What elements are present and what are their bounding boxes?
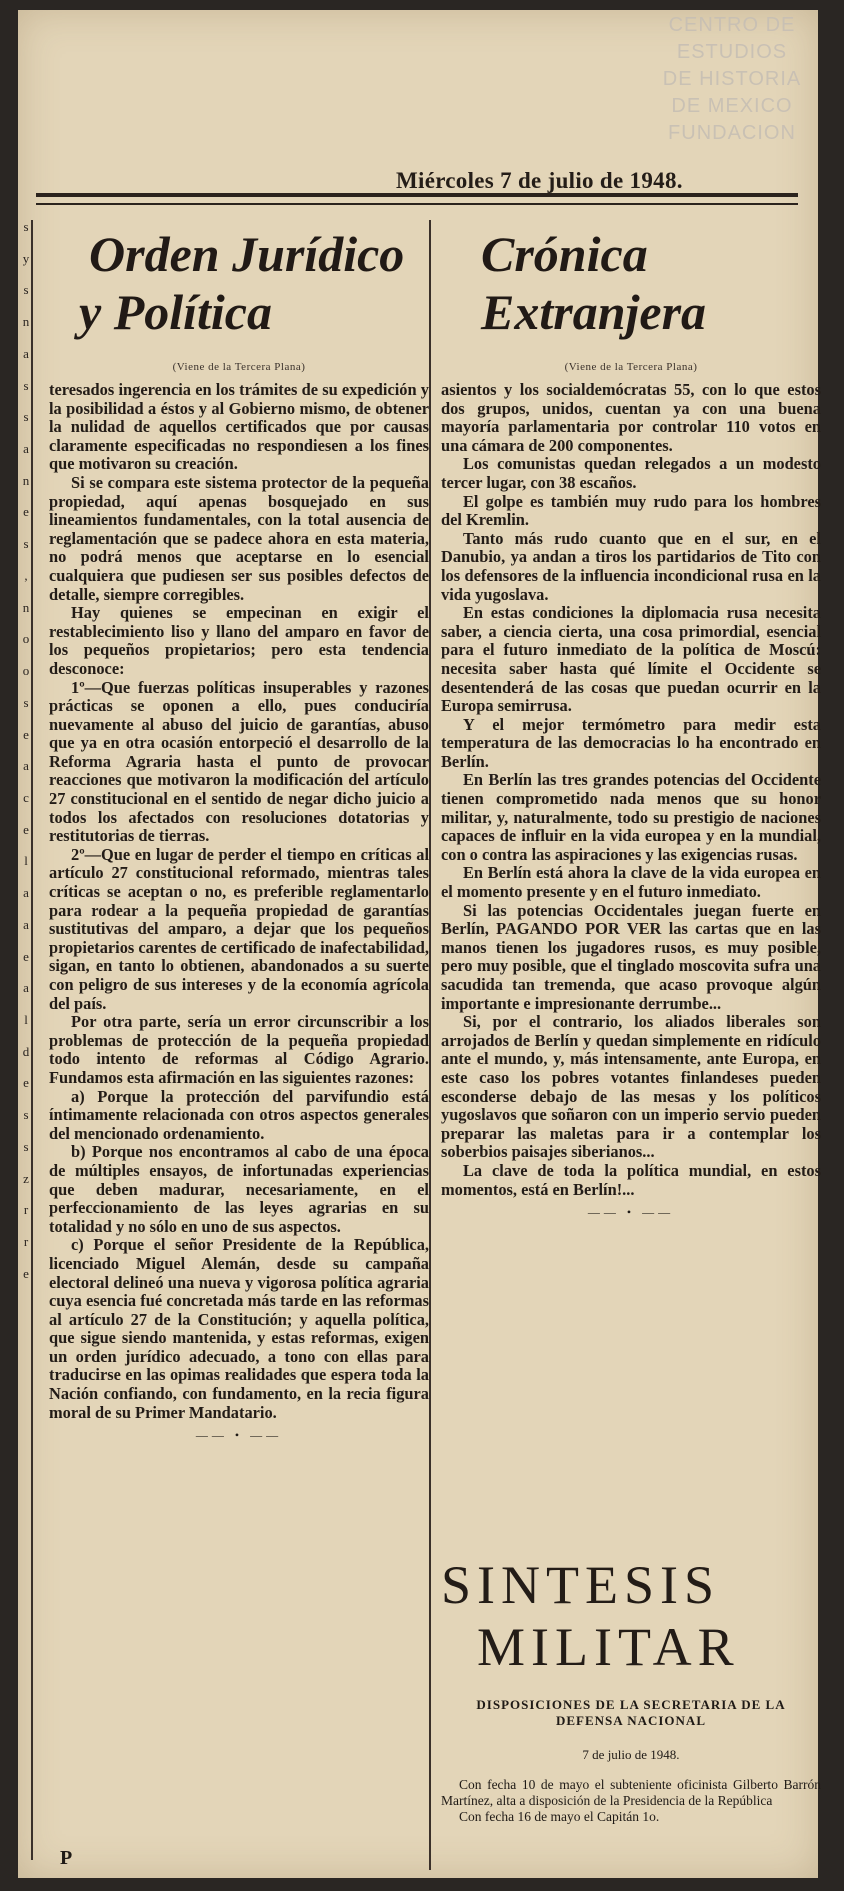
margin-fragment: a <box>23 885 29 901</box>
margin-fragment: e <box>23 504 29 520</box>
margin-fragment: r <box>23 1202 29 1218</box>
margin-fragment: o <box>22 631 30 647</box>
watermark-line: CENTRO DE <box>668 14 796 36</box>
margin-fragment: s <box>23 282 29 298</box>
margin-fragment: a <box>23 441 29 457</box>
margin-fragment: n <box>22 314 30 330</box>
column-divider-center <box>429 220 431 1870</box>
section-title-line2: MILITAR <box>477 1617 740 1677</box>
paragraph: Hay quienes se empecinan en exigir el restablecimiento liso y llano del amparo en favor de los pequeños propietarios; pero esta tendencia desconoce: <box>49 603 429 678</box>
paragraph: Con fecha 16 de mayo el Capitán 1o. <box>459 1809 660 1824</box>
header-rule-thin <box>36 203 798 205</box>
article-orden-juridico <box>49 225 429 1449</box>
margin-fragment: e <box>23 948 29 964</box>
article-body <box>49 381 429 1422</box>
article-body <box>441 381 821 1199</box>
margin-fragment: , <box>24 567 28 583</box>
margin-fragment: a <box>23 916 29 932</box>
section-title-line1: SINTESIS <box>441 1555 721 1615</box>
continued-note: (Viene de la Tercera Plana) <box>564 361 698 373</box>
paragraph: Con fecha 10 de mayo el subteniente oficinista Gilberto Barrón Martínez, alta a disposición de la Presidencia de la República <box>441 1777 821 1808</box>
paragraph: En estas condiciones la diplomacia rusa necesita saber, a ciencia cierta, una cosa primordial, esencial para el futuro inmediato de la política de Moscú: necesita saber hasta qué límite el Occidente se desentenderá de las cosas que puedan ocurrir en la Europa semirrusa. <box>441 603 821 716</box>
margin-fragment: e <box>23 1075 29 1091</box>
newspaper-clipping <box>18 10 821 1878</box>
watermark-line: FUNDACION <box>668 122 796 144</box>
margin-fragment: s <box>23 536 29 552</box>
archive-watermark <box>652 12 812 147</box>
margin-fragment: r <box>23 1234 29 1249</box>
margin-fragment: s <box>23 409 29 425</box>
watermark-line: DE HISTORIA <box>662 68 802 90</box>
margin-fragment: y <box>22 250 30 266</box>
margin-fragment: n <box>22 472 30 488</box>
paragraph: asientos y los socialdemócratas 55, con lo que estos dos grupos, unidos, cuentan ya con una buena mayoría parlamentaria por controlar 110 votos en una cámara de 200 componentes. <box>441 380 821 455</box>
margin-fragment: l <box>24 853 28 869</box>
paragraph: Tanto más rudo cuanto que en el sur, en el Danubio, ya andan a tiros los partidarios de Tito con los defensores de la influencia incondicional rusa en la vida yugoslava. <box>441 528 821 604</box>
section-subtitle: DISPOSICIONES DE LA SECRETARIA DE LA DEFENSA NACIONAL <box>476 1697 786 1728</box>
end-ornament: —— • —— <box>195 1428 283 1443</box>
margin-fragment: a <box>23 345 29 361</box>
section-body <box>441 1777 821 1825</box>
margin-fragment: e <box>23 726 29 742</box>
footer-fragment: P <box>60 1847 73 1869</box>
continued-note: (Viene de la Tercera Plana) <box>172 361 306 373</box>
paragraph: b) Porque nos encontramos al cabo de una época de múltiples ensayos, de infortunadas experiencias que deben madurar, necesariamente, en el perfeccionamiento de las leyes agrarias en su totalidad y no sólo en uno de sus aspectos. <box>49 1142 429 1236</box>
margin-fragment: s <box>23 377 29 393</box>
paragraph: El golpe es también muy rudo para los hombres del Kremlin. <box>441 491 821 530</box>
paragraph: Por otra parte, sería un error circunscribir a los problemas de protección de la pequeña propiedad todo intento de reformas al Código Agrario. Fundamos esta afirmación en las siguientes razones: <box>49 1012 429 1087</box>
column-divider-left <box>31 220 33 1860</box>
page-date: Miércoles 7 de julio de 1948. <box>396 168 683 193</box>
article-heading-line2: Extranjera <box>481 284 707 340</box>
paragraph: teresados ingerencia en los trámites de su expedición y la posibilidad a éstos y al Gobierno mismo, de obtener la nulidad de aquellos certificados que por causas claramente especificadas no respondiesen a los fines que motivaron su creación. <box>49 380 429 474</box>
margin-fragment: a <box>23 758 29 774</box>
article-heading-line1: Crónica <box>481 226 648 282</box>
margin-fragment: l <box>24 1011 28 1027</box>
paragraph: a) Porque la protección del parvifundio está íntimamente relacionada con otros aspectos generales del mencionado ordenamiento. <box>49 1086 429 1143</box>
paragraph: Si, por el contrario, los aliados liberales son arrojados de Berlín y quedan simplemente en ridículo ante el mundo, y, más intensamente, ante Europa, en este caso los pobres votantes finlandeses pueden esconderse debajo de las mesas y los políticos yugoslavos que soñaron con un imperio servio pueden preparar las maletas para ir a contemplar los soberbios paisajes siberianos... <box>441 1012 821 1162</box>
paragraph: En Berlín está ahora la clave de la vida europea en el momento presente y en el futuro inmediato. <box>441 863 821 902</box>
article-heading-line1: Orden Jurídico <box>89 226 405 282</box>
sintesis-militar-section <box>441 1555 821 1825</box>
paragraph: Los comunistas quedan relegados a un modesto tercer lugar, con 38 escaños. <box>441 454 821 492</box>
paragraph: Si se compara este sistema protector de la pequeña propiedad, aquí apenas bosquejado en sus lineamientos fundamentales, con la total ausencia de reglamentación que se padece ahora en esta materia, no podrá menos que aceptarse en lo esencial cualquiera que pudiesen ser sus posibles defectos de detalle, siempre corregibles. <box>49 472 429 604</box>
paragraph: 2º—Que en lugar de perder el tiempo en críticas al artículo 27 constitucional reformado, mientras tales críticas se aceptan o no, es preferible reglamentarlo para rodear a la pequeña propiedad de garantías sustitutivas del amparo, a dejar que los pequeños propietarios carentes de certificado de inafectabilidad, sigan, en tanto lo obtienen, abandonados a su suerte con peligro de sus intereses y de la economía agrícola del país. <box>49 844 429 1013</box>
end-ornament: —— • —— <box>587 1205 675 1220</box>
watermark-line: DE MEXICO <box>671 95 793 117</box>
margin-fragment: e <box>23 821 29 837</box>
margin-fragment: s <box>23 219 29 234</box>
paragraph: Si las potencias Occidentales juegan fuerte en Berlín, PAGANDO POR VER las cartas que en las manos tienen los jugadores rusos, es muy posible, pero muy posible, que el tinglado moscovita sufra una sacudida tan tremenda, que acaso provoque algún importante e impresionante derrumbe... <box>441 900 821 1013</box>
article-heading-line2: y Política <box>79 284 272 340</box>
watermark-line: ESTUDIOS <box>676 41 788 63</box>
margin-fragment: s <box>23 694 29 710</box>
margin-fragment: s <box>23 1138 29 1154</box>
paragraph: La clave de toda la política mundial, en estos momentos, está en Berlín!... <box>441 1160 821 1199</box>
margin-fragment: n <box>22 599 30 615</box>
margin-fragment: c <box>23 789 29 805</box>
header-rule <box>36 193 798 197</box>
margin-fragment: z <box>23 1170 29 1186</box>
margin-fragment: d <box>22 1043 30 1059</box>
section-date: 7 de julio de 1948. <box>582 1747 680 1762</box>
paragraph: c) Porque el señor Presidente de la República, licenciado Miguel Alemán, desde su campaña electoral delineó una nueva y vigorosa política agraria cuya esencia fué concretada más tarde en las reformas al artículo 27 de la Constitución; y aquella política, que sigue siendo mantenida, y estas reformas, exigen un orden jurídico adecuado, a tono con ellas para traducirse en las opimas realidades que espera toda la Nación confiando, con fundamento, en la recia figura moral de su Primer Mandatario. <box>49 1235 429 1422</box>
margin-fragment: a <box>23 980 29 996</box>
margin-fragment: s <box>23 1107 29 1123</box>
article-cronica-extranjera <box>441 225 821 1226</box>
margin-fragment: e <box>23 1265 29 1281</box>
paragraph: En Berlín las tres grandes potencias del Occidente tienen comprometido nada menos que su honor militar, y, naturalmente, todo su prestigio de naciones capaces de influir en la vida europea y en la mundial, con o contra las aspiraciones y las exigencias rusas. <box>441 770 821 864</box>
paragraph: 1º—Que fuerzas políticas insuperables y razones prácticas se oponen a ello, pues conduciría nuevamente al abuso del juicio de garantías, abuso que ya en otra ocasión entorpeció el desarrollo de la Reforma Agraria hasta el punto de provocar reacciones que motivaron la modificación del artículo 27 constitucional en el sentido de negar dicho juicio a todos los afectados con resoluciones dotatorias y restitutorias de tierras. <box>49 677 429 846</box>
paragraph: Y el mejor termómetro para medir esta temperatura de las democracias lo ha encontrado en Berlín. <box>441 714 821 771</box>
margin-fragment: o <box>22 663 30 679</box>
